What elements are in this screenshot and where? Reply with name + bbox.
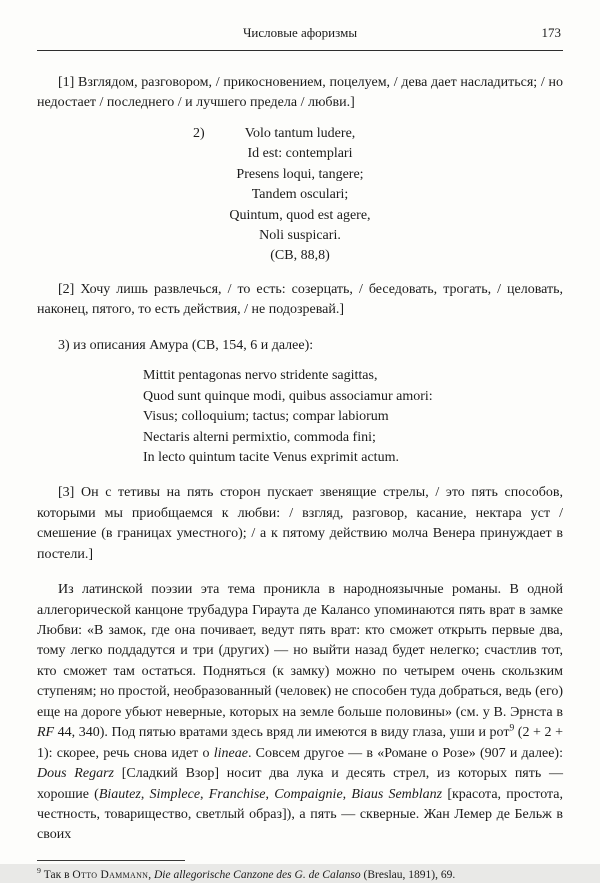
translation-2: [2] Хочу лишь развлечься, / то есть: созерцать, / беседовать, трогать, / целовать, наконец, пятого, то есть действия, / не подозревай.] [37, 281, 563, 318]
text-segment: Simplece [149, 786, 201, 802]
text-segment: , [265, 786, 275, 802]
verse-line: Visus; colloquium; tactus; compar labiorum [143, 409, 389, 425]
text-segment: Biaus Semblanz [351, 786, 443, 802]
verse-line: Volo tantum ludere, [244, 125, 356, 141]
text-segment: , [140, 786, 150, 802]
text-segment: lineae [213, 745, 248, 761]
verse-line: Noli suspicari. [259, 228, 341, 244]
text-segment: [красота, простота, честность, товарищество, светлый образ]), а пять — скверные. Жан Лемер де Бельж в своих [37, 786, 564, 843]
page-number: 173 [541, 25, 561, 40]
verse-line: Tandem osculari; [251, 187, 349, 203]
latin-verse-2 [37, 124, 563, 267]
text-segment: Compaignie [274, 786, 343, 802]
page-body [37, 73, 563, 856]
text-segment: Biautez [98, 786, 141, 802]
text-segment: , [342, 786, 352, 802]
verse-line: In lecto quintum tacite Venus exprimit actum. [143, 449, 399, 465]
translation-3: [3] Он с тетивы на пять сторон пускает звенящие стрелы, / это пять способов, которыми мы приобщаемся к любви: / взгляд, разговор, касание, нектара уст / смешение (в границах уместного); / а к пятому действию молча Венера принуждает в постели.] [37, 485, 563, 562]
item-3-intro: 3) из описания Амура (CB, 154, 6 и далее): [58, 337, 314, 353]
verse-number-label: 2) [193, 125, 205, 141]
text-segment: Franchise [208, 786, 266, 802]
text-segment: Из латинской поэзии эта тема проникла в народноязычные романы. В одной аллегорической канцоне трубадура Гираута де Калансо упоминаются пять врат в замке Любви: «В замок, где она почивает, ведут пять врат: кто сможет открыть первые два, тому легко поддадутся и три (других) — но выйти назад будет нелегко; счастлив тот, кто сможет там остаться. Подняться (к замку) можно по четырем очень скользким ступеням; но простой, необразованный (человек) не способен туда добраться, ведь (его) еще на дороге убьют неверные, которых на земле больше половины» (см. у В. Эрнста в [37, 582, 563, 720]
text-segment: RF [37, 725, 55, 741]
verse-line: Quintum, quod est agere, [229, 207, 371, 223]
verse-line: Id est: contemplari [247, 146, 353, 162]
text-segment: , [148, 868, 154, 881]
verse-line: Quod sunt quinque modi, quibus associamur amori: [143, 388, 433, 404]
text-segment: . Совсем другое — в «Романе о Розе» (907 и далее): [247, 745, 563, 761]
text-segment: 44, 340). Под пятью вратами здесь вряд ли имеются в виду глаза, уши и рот [54, 725, 510, 741]
text-segment: [Сладкий Взор] носит два лука и десять стрел, из которых пять — хорошие ( [37, 766, 563, 802]
main-paragraph [37, 580, 563, 846]
verse-attribution: (CB, 88,8) [270, 248, 330, 264]
footnote-area [37, 856, 563, 883]
text-segment: , [200, 786, 209, 802]
text-segment: Так в [40, 868, 73, 881]
translation-1: [1] Взглядом, разговором, / прикосновением, поцелуем, / дева дает насладиться; / но недостает / последнего / и лучшего предела / любви.] [37, 74, 563, 111]
text-segment: 9 [509, 723, 515, 734]
verse-line: Presens loqui, tangere; [236, 166, 364, 182]
text-segment: (Breslau, 1891), 69. [360, 868, 456, 881]
text-segment: Dous Regarz [37, 766, 114, 782]
verse-line: Mittit pentagonas nervo stridente sagittas, [143, 368, 378, 384]
latin-verse-3 [143, 366, 563, 468]
text-segment: Die allegorische Canzone des G. de Calanso [153, 868, 361, 881]
running-header-title: Числовые афоризмы [242, 25, 358, 40]
verse-line: Nectaris alterni permixtio, commoda fini; [143, 429, 376, 445]
text-segment: Otto Dammann [72, 868, 149, 881]
footnote [37, 868, 563, 883]
footnote-rule [37, 860, 185, 861]
text-segment: (2 + 2 + 1): скорее, речь снова идет о [37, 725, 563, 761]
running-header [37, 24, 563, 51]
text-segment: 9 [37, 866, 41, 876]
